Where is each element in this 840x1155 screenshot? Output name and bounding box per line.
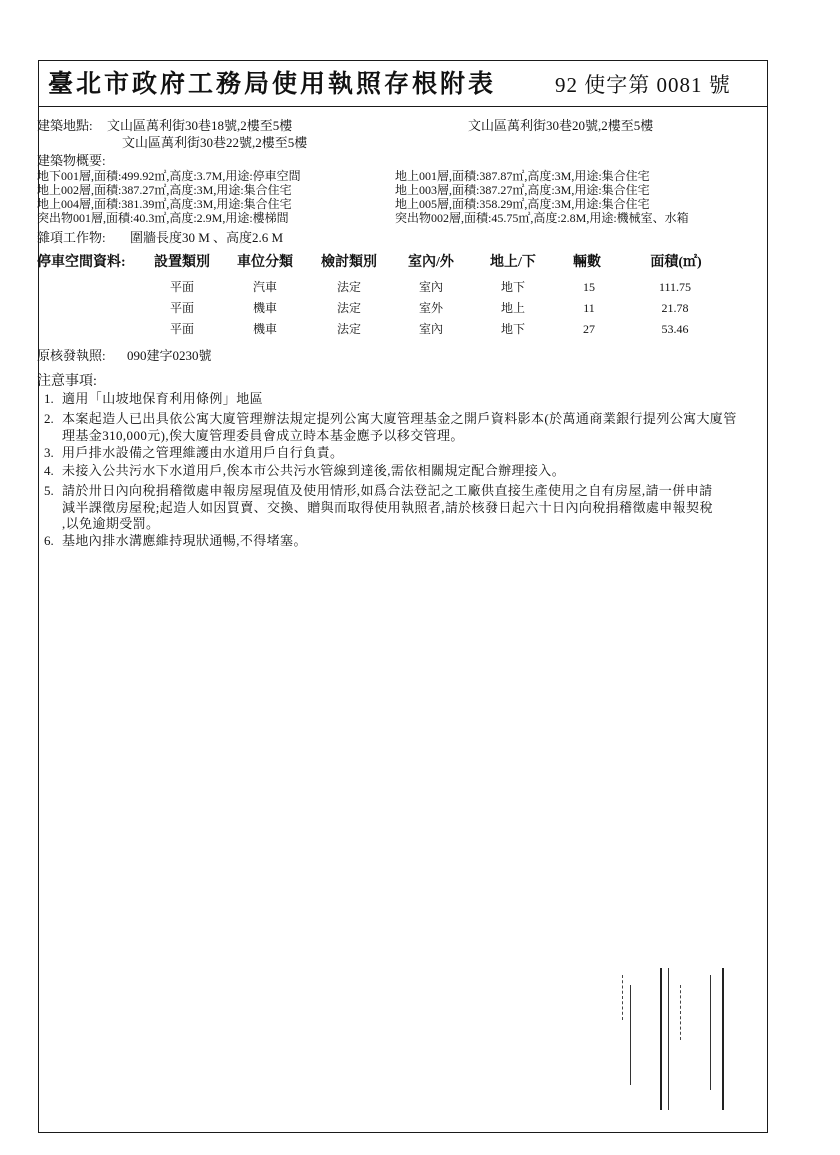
scan-artifact [710,975,711,1090]
note-text: 基地內排水溝應維持現狀通暢,不得堵塞。 [62,533,307,548]
parking-header-type: 設置類別 [154,255,210,270]
note-text: 本案起造人已出具依公寓大廈管理辦法規定提列公寓大廈管理基金之開戶資料影本(於萬通商業銀行提列公寓大廈管 [62,411,737,426]
note-text: ,以免逾期受罰。 [62,516,160,531]
parking-cell: 室內 [418,280,443,294]
note-text: 理基金310,000元),俟大廈管理委員會成立時本基金應予以移交管理。 [62,428,464,443]
parking-cell: 地上 [500,301,525,315]
notes-label: 注意事項: [37,374,97,389]
parking-header-count: 輛數 [573,255,601,270]
note-text: 未接入公共污水下水道用戶,俟本市公共污水管線到達後,需依相關規定配合辦理接入。 [62,463,566,478]
note-text: 用戶排水設備之管理維護由水道用戶自行負責。 [62,445,344,460]
note-text: 減半課徵房屋稅;起造人如因買賣、交換、贈與而取得使用執照者,請於核發日起六十日內向稅捐稽徵處申報契稅 [62,500,713,515]
parking-cell: 53.46 [661,322,689,336]
parking-cell: 地下 [500,322,525,336]
note-number: 6. [44,533,54,548]
parking-cell: 平面 [169,280,194,294]
parking-cell: 室外 [418,301,443,315]
scan-artifact [680,985,681,1040]
address-1: 文山區萬利街30巷18號,2樓至5樓 [107,118,293,133]
parking-cell: 汽車 [252,280,277,294]
parking-cell: 15 [583,280,595,294]
parking-cell: 法定 [336,301,361,315]
note-text: 適用「山坡地保育利用條例」地區 [62,391,264,406]
parking-cell: 機車 [252,322,277,336]
header-divider [38,106,768,107]
parking-header-review: 檢討類別 [321,255,377,270]
parking-label: 停車空間資料: [37,255,126,270]
note-number: 4. [44,463,54,478]
scan-artifact [668,968,669,1110]
parking-header-indoor: 室內/外 [408,255,454,270]
parking-cell: 法定 [336,322,361,336]
scan-artifact [660,968,662,1110]
parking-cell: 111.75 [658,280,692,294]
misc-works-value: 圍牆長度30 M 、高度2.6 M [130,230,284,245]
document-title: 臺北市政府工務局使用執照存根附表 [48,71,497,98]
license-number: 92 使字第 0081 號 [555,73,731,97]
note-number: 5. [44,483,54,498]
parking-header-vehicle: 車位分類 [237,255,293,270]
floor-3f: 地上003層,面積:387.27㎡,高度:3M,用途:集合住宅 [395,183,650,197]
floor-roof-2: 突出物002層,面積:45.75㎡,高度:2.8M,用途:機械室、水箱 [395,211,689,225]
scan-artifact [722,968,724,1110]
note-number: 2. [44,411,54,426]
note-number: 3. [44,445,54,460]
building-summary-label: 建築物概要: [37,153,106,168]
parking-cell: 27 [583,322,595,336]
address-3: 文山區萬利街30巷22號,2樓至5樓 [122,135,308,150]
floor-5f: 地上005層,面積:358.29㎡,高度:3M,用途:集合住宅 [395,197,650,211]
parking-cell: 11 [583,301,595,315]
parking-header-level: 地上/下 [490,255,536,270]
original-license-label: 原核發執照: [37,348,106,363]
address-2: 文山區萬利街30巷20號,2樓至5樓 [468,118,654,133]
floor-2f: 地上002層,面積:387.27㎡,高度:3M,用途:集合住宅 [37,183,292,197]
misc-works-label: 雜項工作物: [37,230,106,245]
parking-cell: 機車 [252,301,277,315]
floor-4f: 地上004層,面積:381.39㎡,高度:3M,用途:集合住宅 [37,197,292,211]
original-license-value: 090建字0230號 [127,348,212,363]
floor-roof-1: 突出物001層,面積:40.3㎡,高度:2.9M,用途:樓梯間 [37,211,289,225]
note-number: 1. [44,391,54,406]
parking-cell: 21.78 [661,301,689,315]
parking-header-area: 面積(㎡) [650,255,702,270]
scan-artifact [622,975,623,1020]
parking-cell: 平面 [169,322,194,336]
note-text: 請於卅日內向稅捐稽徵處申報房屋現值及使用情形,如爲合法登記之工廠供直接生產使用之自有房屋,請一併申請 [62,483,713,498]
location-label: 建築地點: [37,118,93,133]
parking-cell: 平面 [169,301,194,315]
floor-1f: 地上001層,面積:387.87㎡,高度:3M,用途:集合住宅 [395,169,650,183]
scan-artifact [630,985,631,1085]
parking-cell: 法定 [336,280,361,294]
floor-b1: 地下001層,面積:499.92㎡,高度:3.7M,用途:停車空間 [37,169,301,183]
parking-cell: 地下 [500,280,525,294]
parking-cell: 室內 [418,322,443,336]
